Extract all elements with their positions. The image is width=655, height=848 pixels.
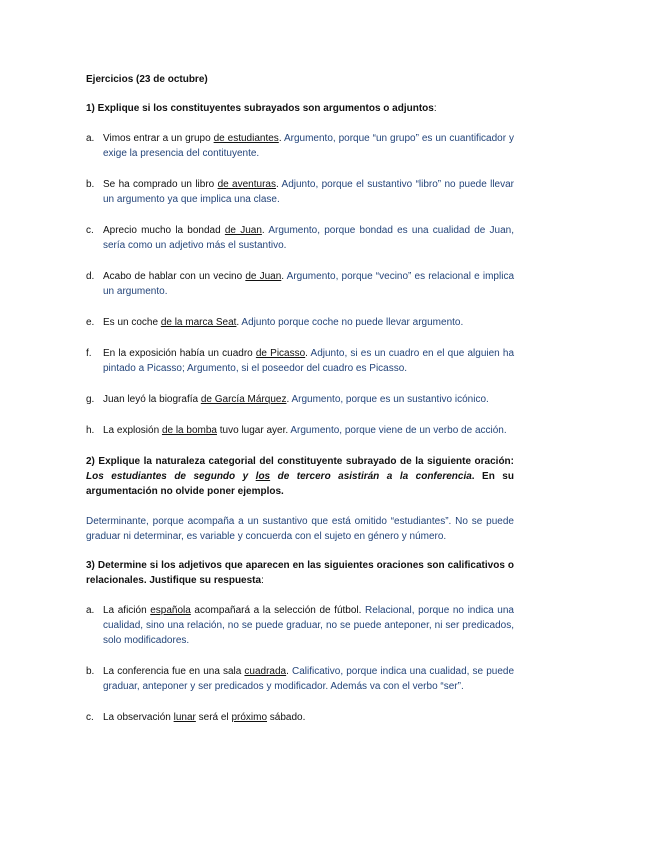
item-letter: c.: [86, 225, 94, 236]
list-item: [86, 392, 514, 407]
item-letter: h.: [86, 425, 95, 436]
list-item: [86, 177, 514, 207]
item-letter: g.: [86, 394, 95, 405]
underlined-constituent: de la marca Seat: [160, 317, 237, 328]
item-text: La conferencia fue en una sala cuadrada. Calificativo, porque indica una cualidad, se puede graduar, anteponer y ser predicados y modificador. Además va con el verbo “ser”.: [103, 666, 515, 692]
item-text: En la exposición había un cuadro de Picasso. Adjunto, si es un cuadro en el que alguien ha pintado a Picasso; Argumento, si el poseedor del cuadro es Picasso.: [103, 348, 515, 374]
answer-text: Argumento, porque “vecino” es relacional e implica un argumento.: [103, 271, 515, 297]
list-item: [86, 131, 514, 161]
item-letter: e.: [86, 317, 95, 328]
question-1-list: [86, 131, 514, 438]
list-item: [86, 603, 514, 648]
item-letter: a.: [86, 605, 95, 616]
underlined-constituent: los: [255, 471, 271, 482]
underlined-constituent: de aventuras: [217, 179, 276, 190]
underlined-constituent: de estudiantes: [213, 133, 279, 144]
item-text: Es un coche de la marca Seat. Adjunto porque coche no puede llevar argumento.: [103, 317, 464, 328]
underlined-constituent: cuadrada: [244, 666, 287, 677]
answer-text: Argumento, porque bondad es una cualidad de Juan, sería como un adjetivo más el sustantivo.: [103, 225, 514, 251]
item-letter: c.: [86, 712, 94, 723]
answer-text: Relacional, porque no indica una cualidad, sino una relación, no se puede graduar, no se puede anteponer, ni ser predicados, solo modificadores.: [103, 605, 514, 646]
underlined-constituent: de Juan: [245, 271, 282, 282]
list-item: [86, 223, 514, 253]
list-item: [86, 346, 514, 376]
underlined-constituent: española: [150, 605, 191, 616]
answer-text: Argumento, porque “un grupo” es un cuantificador y exige la presencia del contituyente.: [103, 133, 514, 159]
item-letter: a.: [86, 133, 95, 144]
list-item: [86, 269, 514, 299]
item-text: Vimos entrar a un grupo de estudiantes. Argumento, porque “un grupo” es un cuantificador y exige la presencia del contituyente.: [103, 133, 514, 159]
underlined-constituent: de la bomba: [161, 425, 217, 436]
answer-text: Adjunto, porque el sustantivo “libro” no puede llevar un argumento ya que implica una clase.: [103, 179, 514, 205]
question-1-title: 1) Explique si los constituyentes subrayados son argumentos o adjuntos:: [86, 103, 437, 114]
answer-text: Argumento, porque viene de un verbo de acción.: [288, 425, 507, 436]
item-text: Acabo de hablar con un vecino de Juan. Argumento, porque “vecino” es relacional e implica un argumento.: [103, 271, 515, 297]
list-item: [86, 423, 514, 438]
answer-text: Calificativo, porque indica una cualidad, se puede graduar, anteponer y ser predicados y modificador. Además va con el verbo “ser”.: [103, 666, 515, 692]
item-text: La afición española acompañará a la selección de fútbol. Relacional, porque no indica una cualidad, sino una relación, no se puede graduar, no se puede anteponer, ni ser predicados, solo modificadores.: [103, 605, 514, 646]
list-item: [86, 710, 514, 725]
list-item: [86, 664, 514, 694]
underlined-adjective: lunar: [173, 712, 196, 723]
question-3-list: [86, 603, 514, 694]
item-letter: b.: [86, 179, 95, 190]
answer-text: Adjunto, si es un cuadro en el que alguien ha pintado a Picasso; Argumento, si el poseedor del cuadro es Picasso.: [103, 348, 515, 374]
underlined-adjective: próximo: [231, 712, 268, 723]
document-title: Ejercicios (23 de octubre): [86, 74, 208, 85]
item-text: Juan leyó la biografía de García Márquez. Argumento, porque es un sustantivo icónico.: [103, 394, 489, 405]
question-2-answer: Determinante, porque acompaña a un sustantivo que está omitido “estudiantes”. No se puede graduar ni determinar, es variable y concuerda con el sujeto en género y número.: [86, 516, 514, 542]
item-text: La explosión de la bomba tuvo lugar ayer. Argumento, porque viene de un verbo de acción.: [103, 425, 507, 436]
item-letter: b.: [86, 666, 95, 677]
list-item: [86, 315, 514, 330]
underlined-constituent: de Picasso: [255, 348, 306, 359]
answer-text: Adjunto porque coche no puede llevar argumento.: [239, 317, 464, 328]
item-text: La observación lunar será el próximo sábado.: [103, 712, 306, 723]
item-text: Aprecio mucho la bondad de Juan. Argumento, porque bondad es una cualidad de Juan, sería como un adjetivo más el sustantivo.: [103, 225, 514, 251]
question-2-title: 2) Explique la naturaleza categorial del constituyente subrayado de la siguiente oración: Los estudiantes de segundo y los de tercero asistirán a la conferencia. En su argumentación no olvide poner ejemplos.: [86, 456, 514, 497]
item-text: Se ha comprado un libro de aventuras. Adjunto, porque el sustantivo “libro” no puede llevar un argumento ya que implica una clase.: [103, 179, 514, 205]
item-letter: f.: [86, 348, 92, 359]
document-page: [86, 72, 514, 741]
answer-text: Argumento, porque es un sustantivo icónico.: [289, 394, 489, 405]
item-letter: d.: [86, 271, 95, 282]
underlined-constituent: de García Márquez: [200, 394, 287, 405]
question-3-title: 3) Determine si los adjetivos que aparecen en las siguientes oraciones son calificativos o relacionales. Justifique su respuesta:: [86, 560, 514, 586]
underlined-constituent: de Juan: [224, 225, 262, 236]
